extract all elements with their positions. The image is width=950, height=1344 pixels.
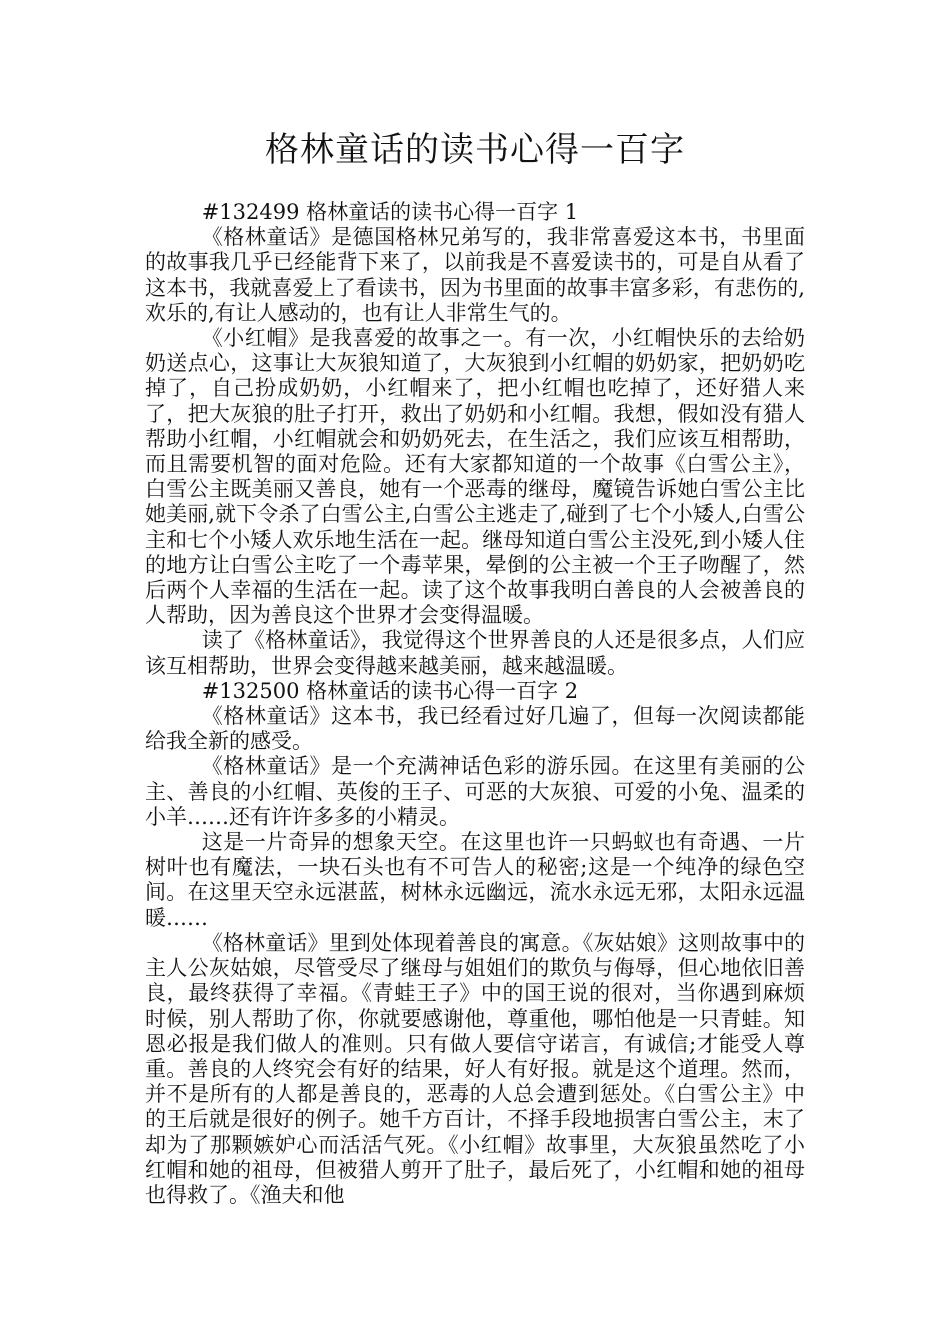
paragraph: 《格林童话》是德国格林兄弟写的，我非常喜爱这本书，书里面的故事我几乎已经能背下来了，以前我是不喜爱读书的，可是自从看了这本书，我就喜爱上了看读书，因为书里面的故事丰富多彩，有悲伤的,欢乐的,有让人感动的，也有让人非常生气的。 bbox=[145, 225, 805, 325]
paragraph: 这是一片奇异的想象天空。在这里也许一只蚂蚁也有奇遇、一片树叶也有魔法，一块石头也有不可告人的秘密;这是一个纯净的绿色空间。在这里天空永远湛蓝，树林永远幽远，流水永远无邪，太阳永远温暖…… bbox=[145, 830, 805, 930]
paragraph: 《格林童话》是一个充满神话色彩的游乐园。在这里有美丽的公主、善良的小红帽、英俊的王子、可恶的大灰狼、可爱的小兔、温柔的小羊……还有许许多多的小精灵。 bbox=[145, 754, 805, 829]
section-heading-2: #132500 格林童话的读书心得一百字 2 bbox=[201, 678, 579, 703]
section-heading-1: #132499 格林童话的读书心得一百字 1 bbox=[201, 200, 579, 224]
paragraph: 《格林童话》这本书，我已经看过好几遍了，但每一次阅读都能给我全新的感受。 bbox=[145, 704, 805, 754]
document-title: 格林童话的读书心得一百字 bbox=[265, 130, 685, 170]
paragraph: 《小红帽》是我喜爱的故事之一。有一次，小红帽快乐的去给奶奶送点心，这事让大灰狼知道了，大灰狼到小红帽的奶奶家，把奶奶吃掉了，自己扮成奶奶，小红帽来了，把小红帽也吃掉了，还好猎人来了，把大灰狼的肚子打开，救出了奶奶和小红帽。我想，假如没有猎人帮助小红帽，小红帽就会和奶奶死去，在生活之，我们应该互相帮助，而且需要机智的面对危险。还有大家都知道的一个故事《白雪公主》，白雪公主既美丽又善良，她有一个恶毒的继母，魔镜告诉她白雪公主比她美丽,就下令杀了白雪公主,白雪公主逃走了,碰到了七个小矮人,白雪公主和七个小矮人欢乐地生活在一起。继母知道白雪公主没死,到小矮人住的地方让白雪公主吃了一个毒苹果，晕倒的公主被一个王子吻醒了，然后两个人幸福的生活在一起。读了这个故事我明白善良的人会被善良的人帮助，因为善良这个世界才会变得温暖。 bbox=[145, 326, 805, 628]
paragraph: 《格林童话》里到处体现着善良的寓意。《灰姑娘》这则故事中的主人公灰姑娘，尽管受尽了继母与姐姐们的欺负与侮辱，但心地依旧善良，最终获得了幸福。《青蛙王子》中的国王说的很对，当你遇到麻烦时候，别人帮助了你，你就要感谢他，尊重他，哪怕他是一只青蛙。知恩必报是我们做人的准则。只有做人要信守诺言，有诚信;才能受人尊重。善良的人终究会有好的结果，好人有好报。就是这个道理。然而，并不是所有的人都是善良的，恶毒的人总会遭到惩处。《白雪公主》中的王后就是很好的例子。她千方百计，不择手段地损害白雪公主，末了却为了那颗嫉妒心而活活气死。《小红帽》故事里，大灰狼虽然吃了小红帽和她的祖母，但被猎人剪开了肚子，最后死了，小红帽和她的祖母也得救了。《渔夫和他 bbox=[145, 930, 805, 1207]
paragraph: 读了《格林童话》，我觉得这个世界善良的人还是很多点，人们应该互相帮助，世界会变得越来越美丽，越来越温暖。 bbox=[145, 628, 805, 678]
document-body bbox=[145, 200, 805, 1208]
